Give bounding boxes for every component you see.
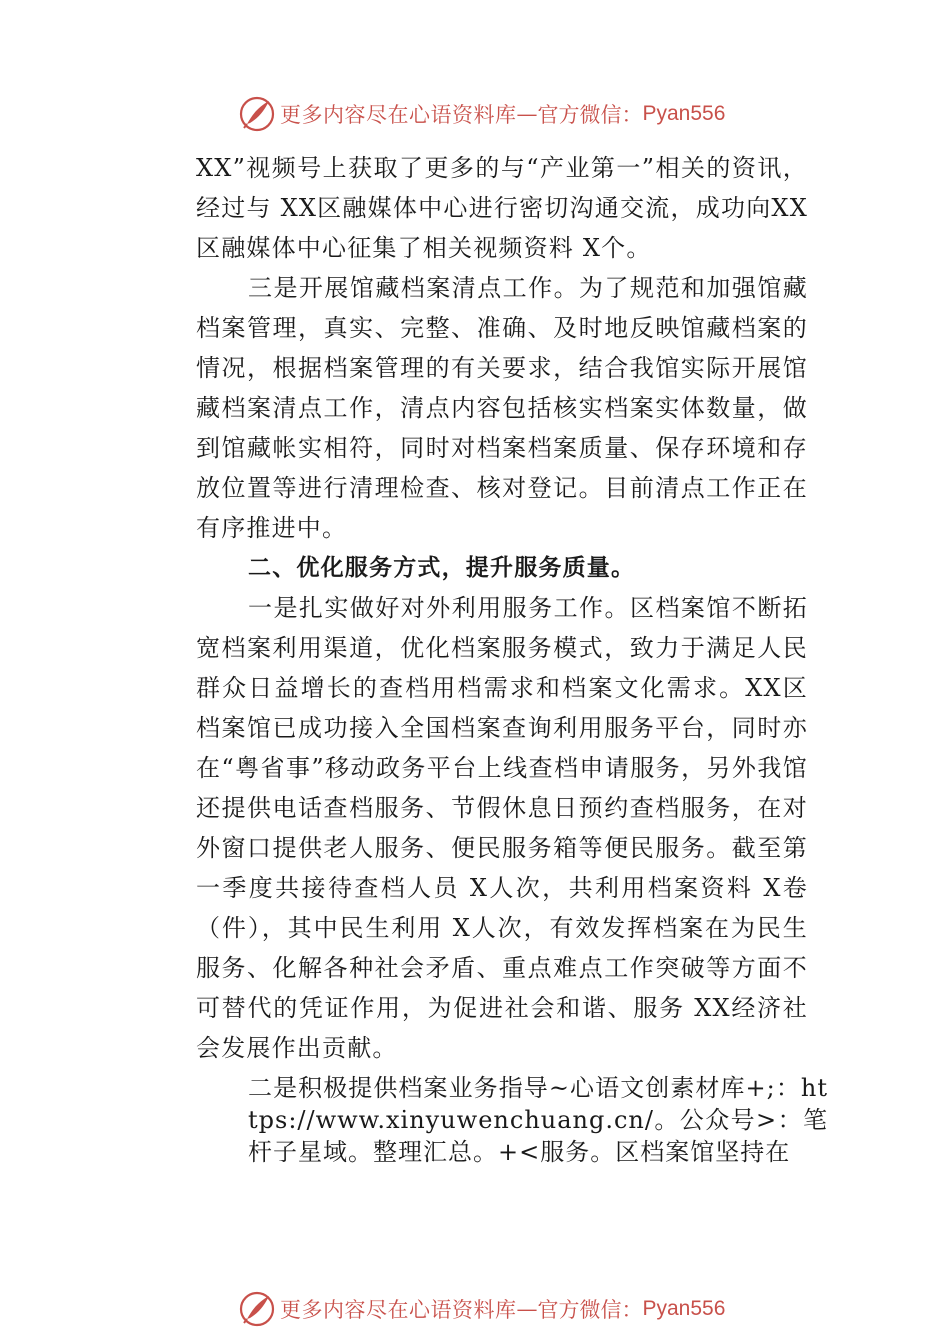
paragraph-1: XX”视频号上获取了更多的与“产业第一”相关的资讯，经过与 XX区融媒体中心进行密切沟通交流，成功向XX区融媒体中心征集了相关视频资料 X个。 <box>196 154 808 262</box>
banner-label: 官方微信： <box>537 1298 643 1322</box>
quill-logo-icon <box>238 1290 276 1328</box>
paragraph-4: 二是积极提供档案业务指导~心语文创素材库+;：https://www.xinyuwenchuang.cn/。公众号>：笔杆子星域。整理汇总。+<服务。区档案馆坚持在 <box>248 1074 828 1166</box>
banner-text: 更多内容尽在心语资料库 <box>280 103 517 127</box>
header-banner <box>238 94 758 134</box>
banner-separator: — <box>516 102 538 126</box>
banner-wechat-id: Pyan556 <box>642 1297 726 1320</box>
banner-separator: — <box>516 1297 538 1321</box>
section-heading: 二、优化服务方式，提升服务质量。 <box>248 555 636 581</box>
banner-text: 更多内容尽在心语资料库 <box>280 1298 517 1322</box>
paragraph-2: 三是开展馆藏档案清点工作。为了规范和加强馆藏档案管理，真实、完整、准确、及时地反映馆藏档案的情况，根据档案管理的有关要求，结合我馆实际开展馆藏档案清点工作，清点内容包括核实档案实体数量，做到馆藏帐实相符，同时对档案档案质量、保存环境和存放位置等进行清理检查、核对登记。目前清点工作正在有序推进中。 <box>196 274 808 542</box>
quill-logo-icon <box>238 95 276 133</box>
document-body <box>196 148 828 1168</box>
paragraph-3: 一是扎实做好对外利用服务工作。区档案馆不断拓宽档案利用渠道，优化档案服务模式，致力于满足人民群众日益增长的查档用档需求和档案文化需求。XX区档案馆已成功接入全国档案查询利用服务平台，同时亦在“粤省事”移动政务平台上线查档申请服务，另外我馆还提供电话查档服务、节假休息日预约查档服务，在对外窗口提供老人服务、便民服务箱等便民服务。截至第一季度共接待查档人员 X人次，共利用档案资料 X卷（件），其中民生利用 X人次，有效发挥档案在为民生服务、化解各种社会矛盾、重点难点工作突破等方面不可替代的凭证作用，为促进社会和谐、服务 XX经济社会发展作出贡献。 <box>196 594 808 1062</box>
banner-wechat-id: Pyan556 <box>642 102 726 125</box>
banner-label: 官方微信： <box>537 103 643 127</box>
footer-banner <box>238 1289 758 1329</box>
